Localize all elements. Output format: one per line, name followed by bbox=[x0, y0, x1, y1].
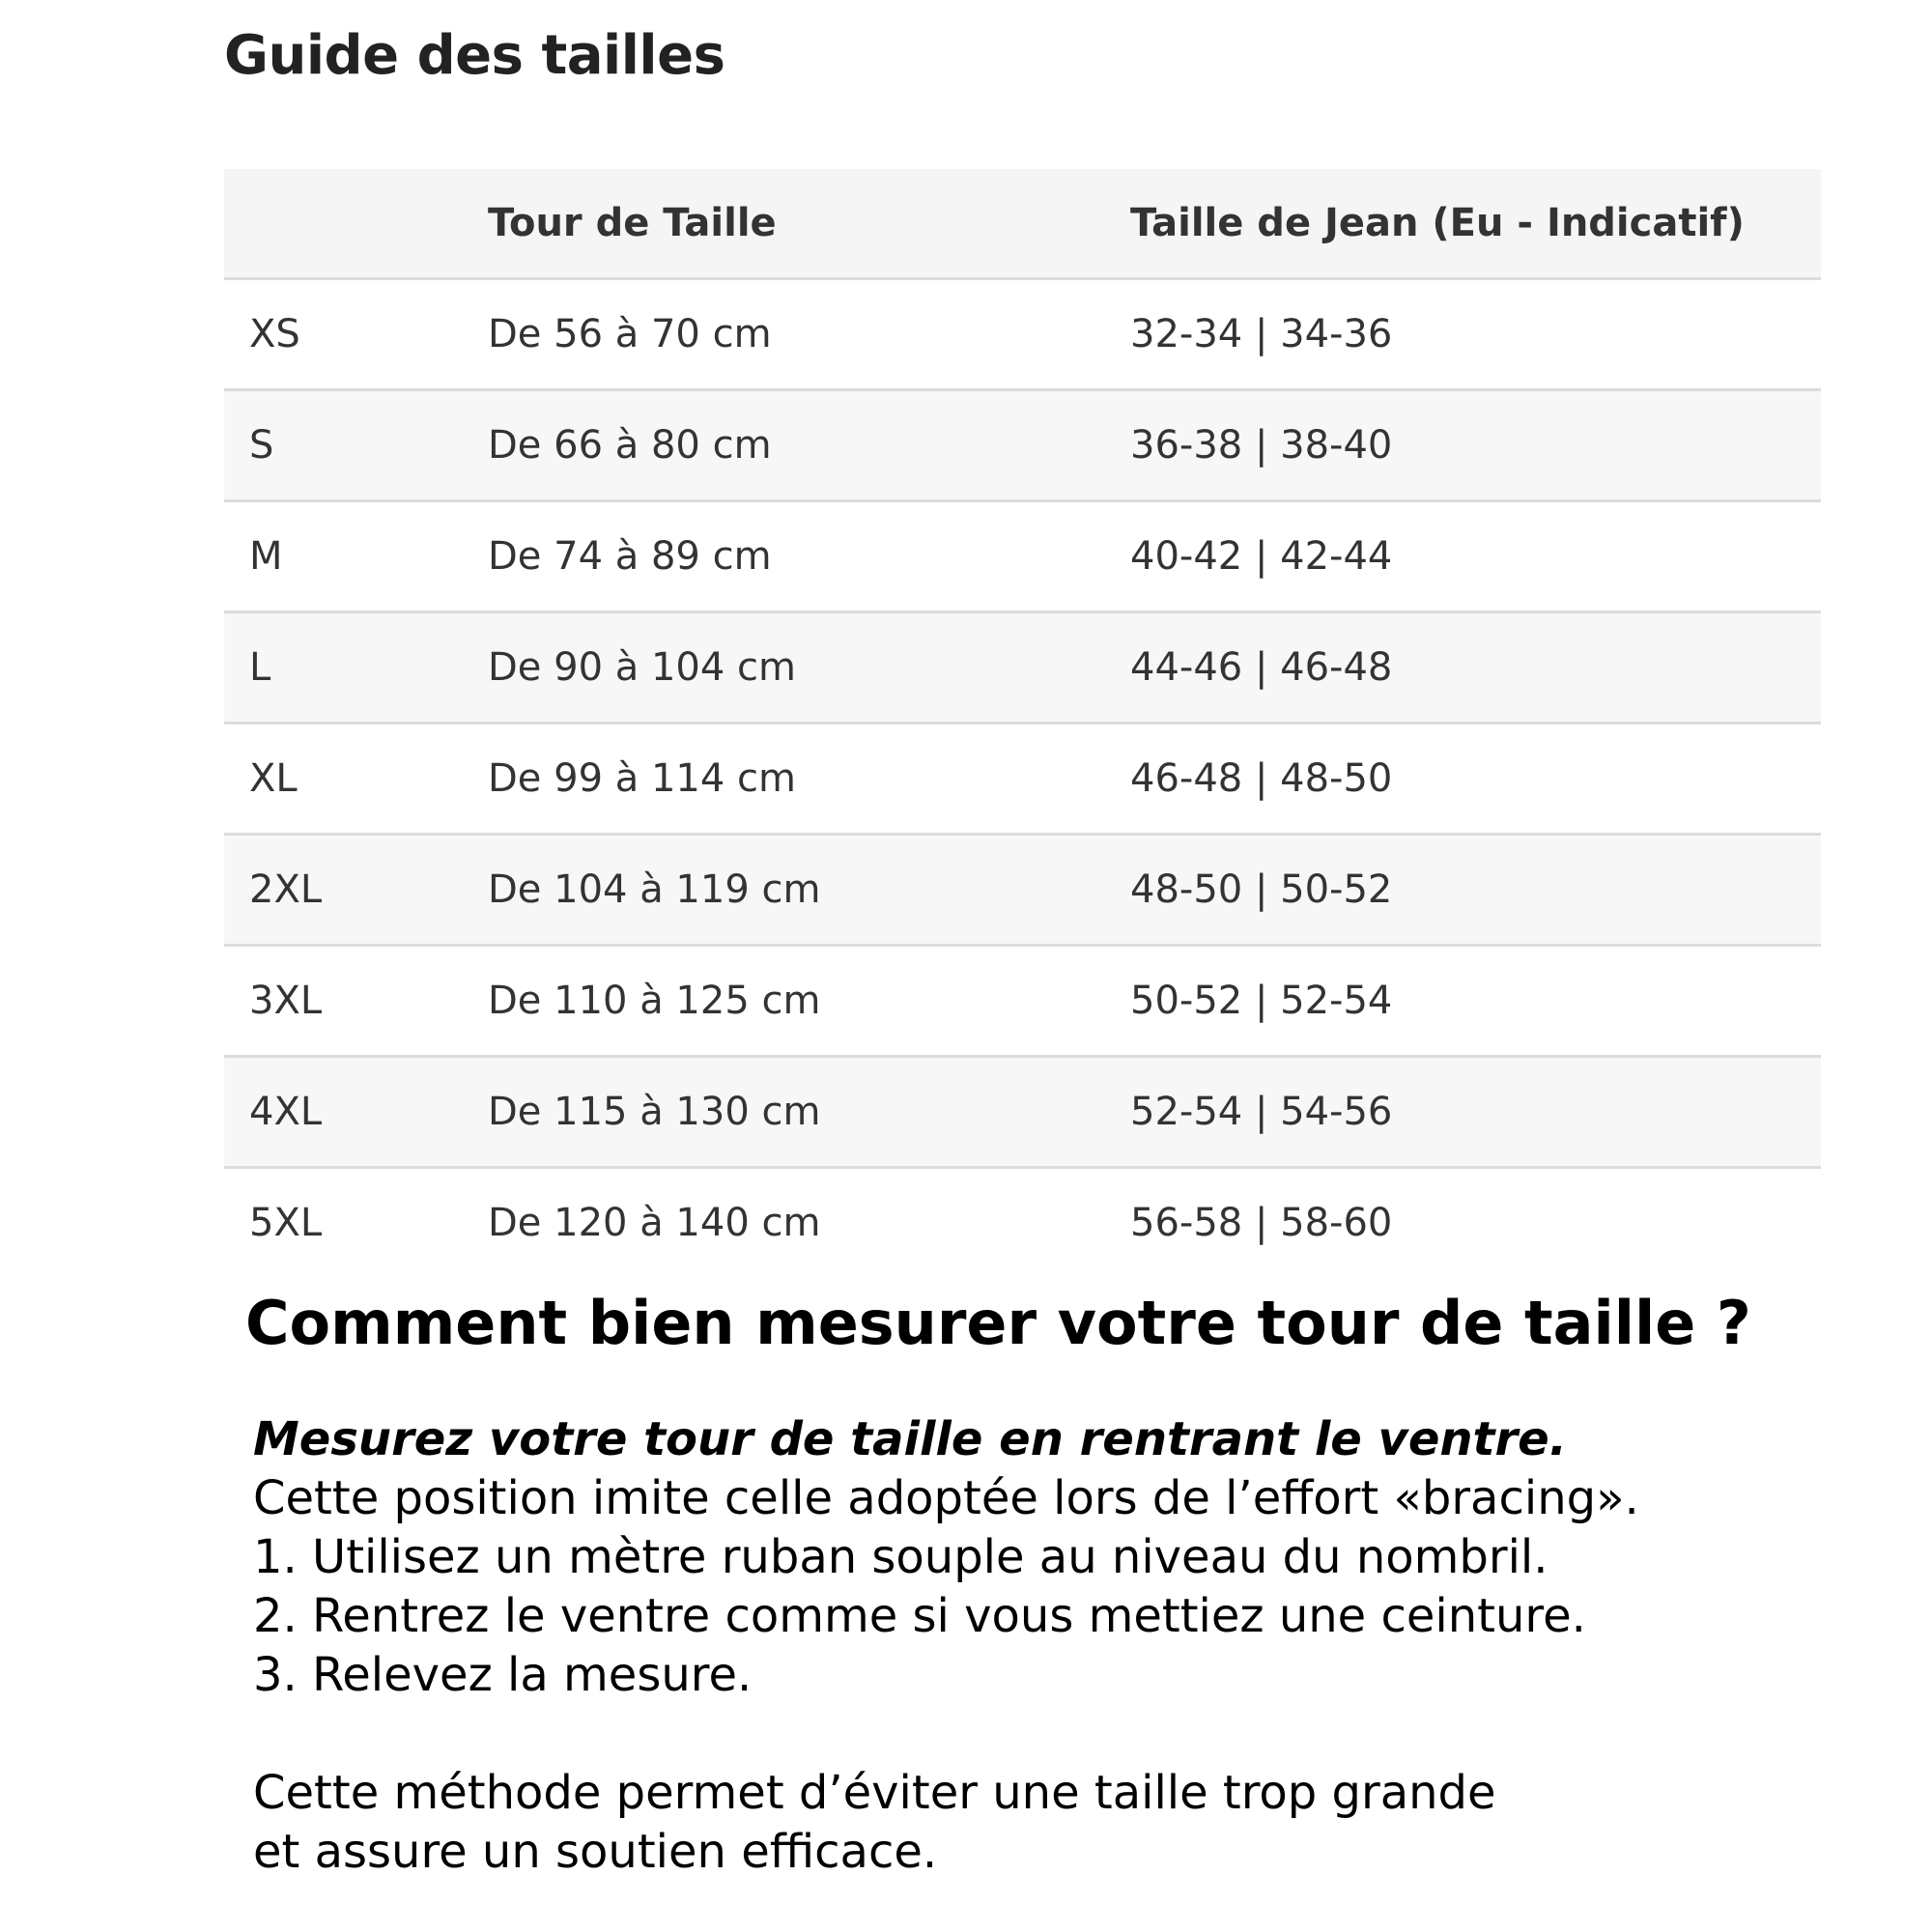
column-header-size bbox=[224, 169, 488, 279]
waist-cell: De 120 à 140 cm bbox=[488, 1201, 821, 1245]
measure-step: 2. Rentrez le ventre comme si vous mettiez une ceinture. bbox=[253, 1589, 1586, 1643]
size-cell: XS bbox=[224, 279, 488, 390]
jean-size-cell: 52-54 | 54-56 bbox=[1130, 1057, 1821, 1168]
measure-lead: Mesurez votre tour de taille en rentrant le ventre. bbox=[253, 1412, 1567, 1466]
table-row bbox=[224, 279, 1821, 390]
measure-step: 3. Relevez la mesure. bbox=[253, 1648, 753, 1702]
jean-size-cell: 56-58 | 58-60 bbox=[1130, 1201, 1393, 1245]
size-table bbox=[224, 169, 1821, 1277]
size-cell: 3XL bbox=[224, 946, 488, 1057]
waist-cell: De 66 à 80 cm bbox=[488, 390, 1130, 501]
jean-size-cell: 32-34 | 34-36 bbox=[1130, 279, 1821, 390]
table-row bbox=[224, 724, 1821, 835]
size-cell: M bbox=[224, 501, 488, 612]
waist-cell: De 104 à 119 cm bbox=[488, 835, 1130, 946]
jean-size-cell: 40-42 | 42-44 bbox=[1130, 501, 1821, 612]
waist-cell: De 99 à 114 cm bbox=[488, 724, 1130, 835]
table-row bbox=[224, 835, 1821, 946]
jean-size-cell: 46-48 | 48-50 bbox=[1130, 724, 1821, 835]
waist-cell: De 90 à 104 cm bbox=[488, 612, 1130, 724]
table-row bbox=[224, 1168, 1821, 1278]
waist-cell: De 110 à 125 cm bbox=[488, 946, 1130, 1057]
table-row bbox=[224, 612, 1821, 724]
jean-size-cell: 36-38 | 38-40 bbox=[1130, 390, 1821, 501]
size-cell: XL bbox=[224, 724, 488, 835]
column-header-jean-size: Taille de Jean (Eu - Indicatif) bbox=[1130, 169, 1821, 279]
measure-intro: Cette position imite celle adoptée lors de l’effort «bracing». bbox=[253, 1471, 1639, 1525]
jean-size-cell: 50-52 | 52-54 bbox=[1130, 946, 1821, 1057]
size-cell: 4XL bbox=[224, 1057, 488, 1168]
size-cell: 2XL bbox=[224, 835, 488, 946]
waist-cell: De 74 à 89 cm bbox=[488, 501, 1130, 612]
measure-instructions bbox=[253, 1410, 1895, 1882]
column-header-waist: Tour de Taille bbox=[488, 169, 1130, 279]
size-cell: 5XL bbox=[249, 1201, 323, 1245]
table-row bbox=[224, 501, 1821, 612]
measure-note-line: et assure un soutien efficace. bbox=[253, 1825, 938, 1879]
page-title: Guide des tailles bbox=[224, 24, 725, 87]
table-header-row bbox=[224, 169, 1821, 279]
measure-heading: Comment bien mesurer votre tour de taille ? bbox=[245, 1288, 1751, 1358]
table-row bbox=[224, 1057, 1821, 1168]
table-row bbox=[224, 390, 1821, 501]
paragraph-spacer bbox=[253, 1705, 1895, 1764]
measure-step: 1. Utilisez un mètre ruban souple au niveau du nombril. bbox=[253, 1530, 1548, 1584]
waist-cell: De 115 à 130 cm bbox=[488, 1057, 1130, 1168]
size-cell: L bbox=[224, 612, 488, 724]
jean-size-cell: 48-50 | 50-52 bbox=[1130, 835, 1821, 946]
table-row bbox=[224, 946, 1821, 1057]
jean-size-cell: 44-46 | 46-48 bbox=[1130, 612, 1821, 724]
size-cell: S bbox=[224, 390, 488, 501]
waist-cell: De 56 à 70 cm bbox=[488, 279, 1130, 390]
measure-note-line: Cette méthode permet d’éviter une taille trop grande bbox=[253, 1766, 1496, 1820]
